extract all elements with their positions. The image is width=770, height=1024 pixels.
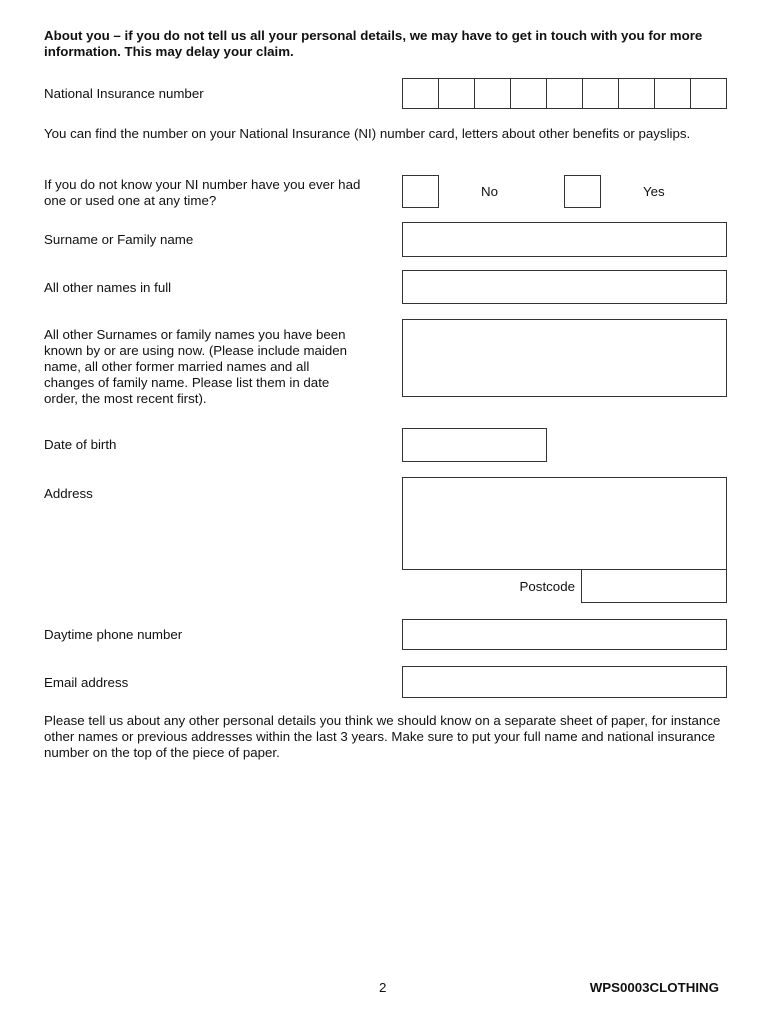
dob-input[interactable] xyxy=(402,428,547,462)
ni-cell[interactable] xyxy=(511,79,547,108)
no-label: No xyxy=(481,184,498,199)
other-surnames-label: All other Surnames or family names you have been known by or are using now. (Please include maiden name, all other former married names and all changes of family name. Please list them in date order, the most recent first). xyxy=(44,327,348,406)
address-label: Address xyxy=(44,486,93,501)
ni-label: National Insurance number xyxy=(44,86,204,101)
ni-question-label: If you do not know your NI number have you ever had one or used one at any time? xyxy=(44,177,361,208)
ni-cell[interactable] xyxy=(439,79,475,108)
yes-label: Yes xyxy=(643,184,665,199)
ni-cell[interactable] xyxy=(547,79,583,108)
surname-input[interactable] xyxy=(402,222,727,257)
postcode-label: Postcode xyxy=(519,579,575,594)
section-heading: About you – if you do not tell us all your personal details, we may have to get in touch with you for more information. This may delay your claim. xyxy=(44,28,703,59)
page-number: 2 xyxy=(379,980,387,995)
other-surnames-input[interactable] xyxy=(402,319,727,397)
other-names-input[interactable] xyxy=(402,270,727,304)
phone-label: Daytime phone number xyxy=(44,627,183,642)
postcode-input[interactable] xyxy=(581,569,727,603)
ni-cell[interactable] xyxy=(403,79,439,108)
ni-help-text: You can find the number on your National Insurance (NI) number card, letters about other benefits or payslips. xyxy=(44,126,691,141)
email-label: Email address xyxy=(44,675,129,690)
surname-label: Surname or Family name xyxy=(44,232,194,247)
form-code: WPS0003CLOTHING xyxy=(589,980,719,995)
dob-label: Date of birth xyxy=(44,437,117,452)
ni-number-input[interactable] xyxy=(402,78,727,109)
yes-checkbox[interactable] xyxy=(564,175,601,208)
phone-input[interactable] xyxy=(402,619,727,650)
address-input[interactable] xyxy=(402,477,727,570)
ni-cell[interactable] xyxy=(475,79,511,108)
ni-cell[interactable] xyxy=(691,79,726,108)
no-checkbox[interactable] xyxy=(402,175,439,208)
email-input[interactable] xyxy=(402,666,727,698)
ni-cell[interactable] xyxy=(655,79,691,108)
ni-cell[interactable] xyxy=(619,79,655,108)
other-details-note: Please tell us about any other personal details you think we should know on a separate sheet of paper, for instance other names or previous addresses within the last 3 years. Make sure to put your full name and national insurance number on the top of the piece of paper. xyxy=(44,713,721,760)
other-names-label: All other names in full xyxy=(44,280,172,295)
ni-cell[interactable] xyxy=(583,79,619,108)
